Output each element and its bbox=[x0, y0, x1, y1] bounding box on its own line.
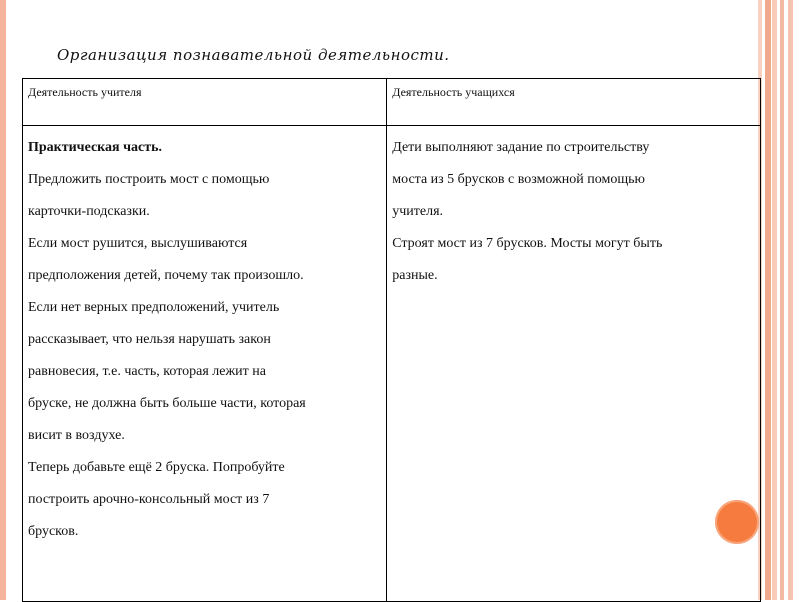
table-body-row bbox=[23, 126, 761, 602]
activity-table-wrapper bbox=[22, 78, 761, 602]
student-line: учителя. bbox=[392, 204, 444, 219]
teacher-line: бруске, не должна быть больше части, которая bbox=[28, 396, 306, 411]
right-decorative-stripes bbox=[758, 0, 800, 600]
student-line: моста из 5 брусков с возможной помощью bbox=[392, 172, 645, 187]
teacher-line: рассказывает, что нельзя нарушать закон bbox=[28, 332, 271, 347]
student-line: Строят мост из 7 брусков. Мосты могут быть bbox=[392, 236, 663, 251]
orange-circle-decoration bbox=[715, 500, 759, 544]
left-decorative-border bbox=[0, 0, 6, 600]
teacher-line: карточки-подсказки. bbox=[28, 204, 150, 219]
teacher-line: предположения детей, почему так произошло. bbox=[28, 268, 304, 283]
slide-title: Организация познавательной деятельности. bbox=[57, 46, 450, 64]
table-header-row bbox=[23, 79, 761, 126]
student-activity-cell bbox=[387, 126, 761, 602]
student-line: разные. bbox=[392, 268, 438, 283]
teacher-line: Если мост рушится, выслушиваются bbox=[28, 236, 248, 251]
teacher-line: висит в воздухе. bbox=[28, 428, 125, 443]
teacher-line: равновесия, т.е. часть, которая лежит на bbox=[28, 364, 266, 379]
student-line: Дети выполняют задание по строительству bbox=[392, 140, 650, 155]
teacher-activity-cell bbox=[23, 126, 387, 602]
right-decorative-line bbox=[768, 0, 771, 600]
teacher-line: Предложить построить мост с помощью bbox=[28, 172, 270, 187]
teacher-line: Если нет верных предположений, учитель bbox=[28, 300, 280, 315]
practical-part-heading: Практическая часть. bbox=[28, 140, 162, 155]
activity-table bbox=[22, 78, 761, 602]
header-student-activity: Деятельность учащихся bbox=[387, 79, 761, 126]
teacher-line: построить арочно-консольный мост из 7 bbox=[28, 492, 270, 507]
teacher-line: Теперь добавьте ещё 2 бруска. Попробуйте bbox=[28, 460, 285, 475]
teacher-line: брусков. bbox=[28, 524, 79, 539]
header-teacher-activity: Деятельность учителя bbox=[23, 79, 387, 126]
